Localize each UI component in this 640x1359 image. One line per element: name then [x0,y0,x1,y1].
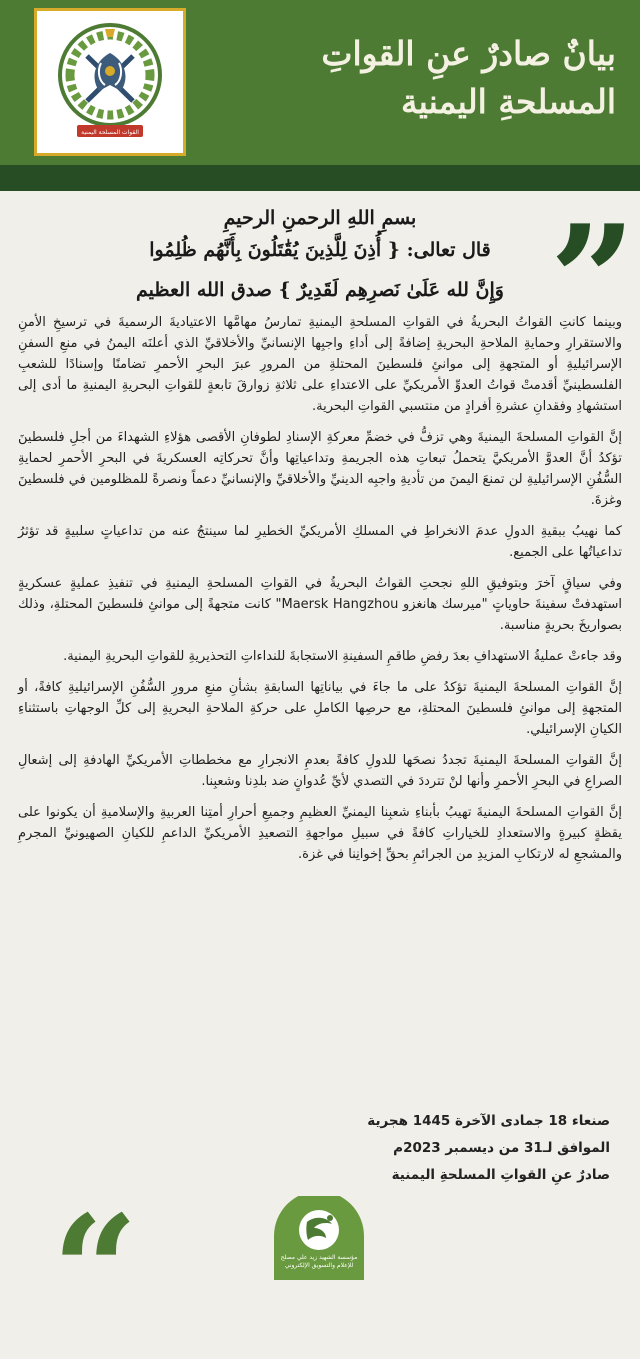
title-line-1: بيانٌ صادرٌ عنِ القواتِ [321,34,616,73]
signature-date-hijri: صنعاء 18 جمادى الآخرة 1445 هجرية [367,1113,610,1129]
basmala: بسمِ اللهِ الرحمنِ الرحيمِ [223,207,417,229]
title-line-2: المسلحةِ اليمنية [400,82,616,121]
paragraph-4: وفي سياقٍ آخرَ وبتوفيقِ اللهِ نجحتِ القواتُ البحريةُ في القواتِ المسلحةِ اليمنيةِ في تنفيذِ عمليةٍ عسكريةٍ استهدفتْ سفينةَ حاوياتٍ "ميرسك هانغزو Maersk Hangzhou" كانت متجهةً إلى موانئِ فلسطينَ المحتلةِ، وذلك بصواريخَ بحريةٍ مناسبة. [18,576,622,633]
emblem-icon [37,11,183,153]
signature-date-gregorian: الموافق لـ31 من ديسمبر 2023م [393,1140,610,1156]
foundation-caption [262,1254,376,1270]
paragraph-7: إنَّ القواتِ المسلحةَ اليمنيةَ تجددُ نصحَها للدولِ كافةً بعدمِ الانجرارِ مع مخططاتِ الأمريكيِّ الهادفةِ إلى إشعالِ الصراعِ في البحرِ الأحمرِ وأنها لنْ تترددَ في التصدي لأيِّ عُدوانٍ ضد بلدِنا وشعبِنا. [18,753,622,789]
armed-forces-emblem [34,8,186,156]
paragraph-1: وبينما كانتِ القواتُ البحريةُ في القواتِ المسلحةِ اليمنيةِ تمارسُ مهامَّها الاعتياديةَ الرسميةَ في ترسيخِ الأمنِ والاستقرارِ وحمايةِ الملاحةِ البحريةِ إضافةً إلى أداءِ واجبِها الإنسانيِّ والأخلاقيِّ الذي أعلنَه اليمنُ في منعِ السفنِ الإسرائيليةِ أو المتجهةِ إلى موانئِ فلسطينَ المحتلةِ من المرورِ عبرَ البحرِ الأحمرِ تضامنًا وإسنادًا للشعبِ الفلسطينيِّ أقدمتْ قواتُ العدوِّ الأمريكيِّ على الاعتداءِ على ثلاثةِ زوارقَ تابعةٍ للقواتِ البحريةِ اليمنيةِ ما أدى إلى استشهادِ وفقدانِ عشرةِ أفرادٍ من منتسبي القواتِ البحرية. [18,315,622,414]
signature-block [210,1108,610,1189]
header-dark-strip [0,165,640,191]
quran-verse-line-2: وَإِنَّ لله عَلَىٰ نَصرِهِم لَقَدِيرٌ } صدق الله العظيم [136,279,504,301]
statement-body [18,200,622,875]
emblem-caption: القوات المسلحة اليمنية [81,129,139,136]
close-quote-mark: “ [52,1183,139,1359]
statement-title [216,30,616,126]
foundation-subtitle: للإعلام والتسويق الإلكتروني [284,1262,354,1269]
paragraph-8: إنَّ القواتِ المسلحةَ اليمنيةَ تهيبُ بأبناءِ شعبِنا اليمنيِّ العظيمِ وجميعِ أحرارِ أمتِنا العربيةِ والإسلاميةِ أن يكونوا على يقظةٍ كبيرةٍ والاستعدادِ للخياراتِ كافةً في سبيلِ مواجهةِ التصعيدِ الأمريكيِّ الداعمِ للكيانِ الصهيونيِّ المجرمِ والمشجعِ له لارتكابِ المزيدِ من الجرائمِ بحقِّ إخوانِنا في غزة. [18,805,622,862]
paragraph-2: إنَّ القواتِ المسلحةَ اليمنيةَ وهي تزفُّ في خضمِّ معركةِ الإسنادِ لطوفانِ الأقصى هؤلاءِ الشهداءَ من أجلِ فلسطينَ تؤكدُ أنَّ العدوَّ الأمريكيَّ يتحملُ تبعاتِ هذه الجريمةِ وتداعياتِها وأنَّ تحركاتِه العسكريةَ في البحرِ الأحمرِ لحمايةِ السُّفُنِ الإسرائيليةِ لن تمنعَ اليمنَ من تأديةِ واجبِه الدينيِّ والأخلاقيِّ والإنسانيِّ دعماً ونصرةً للمظلومين في فلسطينَ وغزةَ. [18,430,622,508]
paragraph-3: كما نهيبُ ببقيةِ الدولِ عدمَ الانخراطِ في المسلكِ الأمريكيِّ الخطيرِ لما سينتجُ عنه من تداعياتٍ سلبيةٍ قد تؤثرُ تداعياتُها على الجميع. [18,524,622,560]
signature-issuer: صادرٌ عنِ القواتِ المسلحةِ اليمنية [391,1167,610,1183]
foundation-name: مؤسسة الشهيد زيد علي مصلح [280,1254,358,1261]
quran-verse-line-1: قال تعالى: { أُذِنَ لِلَّذِينَ يُقَٰتَلُونَ بِأَنَّهُم ظُلِمُوا [149,239,491,261]
open-quote-mark: “ [548,119,635,295]
paragraph-6: إنَّ القواتِ المسلحةَ اليمنيةَ تؤكدُ على ما جاءَ في بياناتِها السابقةِ بشأنِ منعِ مرورِ السُّفُنِ الإسرائيليةِ كافةً، أو المتجهةِ إلى موانئِ فلسطينَ المحتلةِ، مع حرصِها الكاملِ على حركةِ الملاحةِ البحريةِ إلى كلِّ الوجهاتِ باستثناءِ الكيانِ الإسرائيلي. [18,680,622,737]
paragraph-5: وقد جاءتْ عمليةُ الاستهدافِ بعدَ رفضِ طاقمِ السفينةِ الاستجابةَ للنداءاتِ التحذيريةِ للقواتِ البحريةِ اليمنية. [63,649,622,664]
